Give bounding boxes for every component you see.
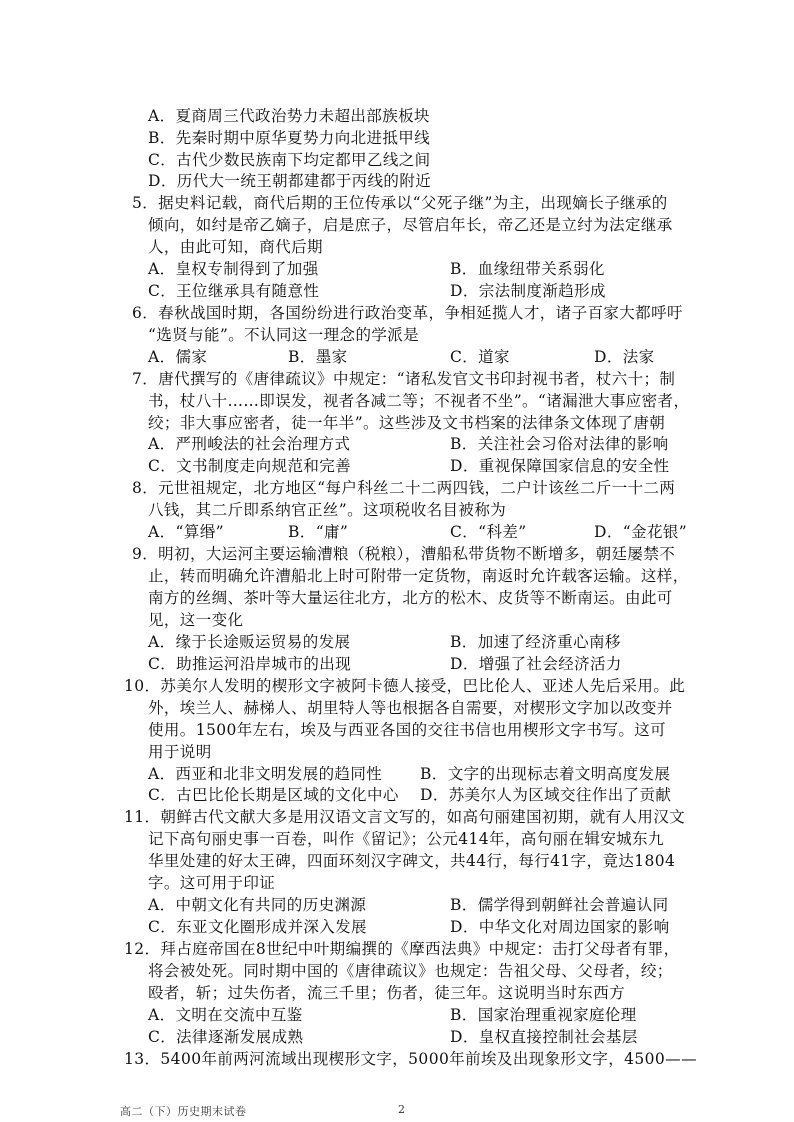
text-line: 13．5400年前两河流域出现楔形文字，5000年前埃及出现象形文字，4500—— — [124, 1050, 697, 1068]
text-line: 10．苏美尔人发明的楔形文字被阿卡德人接受，巴比伦人、亚述人先后采用。此 — [124, 677, 686, 695]
text-line: 8．元世祖规定，北方地区“每户科丝二十二两四钱，二户计该丝二斤一十二两 — [132, 479, 676, 497]
text-line: 止，转而明确允许漕船北上时可附带一定货物，南返时允许载客运输。这样， — [148, 567, 689, 585]
text-line: A．文明在交流中互鉴 — [148, 1006, 303, 1024]
text-line: 华里处建的好太王碑，四面环刻汉字碑文，共44行，每行41字，竟达1804 — [148, 852, 676, 870]
text-line: B．文字的出现标志着文明高度发展 — [420, 765, 671, 783]
text-line: C．古巴比伦长期是区域的文化中心 — [148, 786, 399, 804]
text-line: D．中华文化对周边国家的影响 — [450, 918, 670, 936]
text-line: 见，这一变化 — [148, 611, 244, 629]
text-line: D．历代大一统王朝都建都于丙线的附近 — [148, 172, 432, 190]
text-line: 外，埃兰人、赫梯人、胡里特人等也根据各自需要，对楔形文字加以改变并 — [148, 699, 673, 717]
text-line: B．血缘纽带关系弱化 — [450, 260, 605, 278]
text-line: 使用。1500年左右，埃及与西亚各国的交往书信也用楔形文字书写。这可 — [148, 721, 667, 739]
text-line: B．儒学得到朝鲜社会普遍认同 — [450, 896, 669, 914]
text-line: B．国家治理重视家庭伦理 — [450, 1006, 637, 1024]
text-line: B．先秦时期中原华夏势力向北进抵甲线 — [148, 129, 431, 147]
text-line: A．儒家 — [148, 348, 208, 366]
text-line: 倾向，如纣是帝乙嫡子，启是庶子，尽管启年长，帝乙还是立纣为法定继承 — [148, 216, 673, 234]
text-line: B．“庸” — [288, 523, 349, 541]
text-line: B．墨家 — [288, 348, 348, 366]
text-line: C．“科差” — [450, 523, 527, 541]
text-line: C．东亚文化圈形成并深入发展 — [148, 918, 367, 936]
text-line: C．道家 — [450, 348, 510, 366]
text-line: A．皇权专制得到了加强 — [148, 260, 319, 278]
text-line: A．缘于长途贩运贸易的发展 — [148, 633, 351, 651]
text-line: C．古代少数民族南下均定都甲乙线之间 — [148, 151, 431, 169]
text-line: B．加速了经济重心南移 — [450, 633, 621, 651]
text-line: 将会被处死。同时期中国的《唐律疏议》也规定：告祖父母、父母者，绞； — [148, 962, 673, 980]
text-line: 记下高句丽史事一百卷，叫作《留记》；公元414年，高句丽在辑安城东九 — [148, 830, 664, 848]
text-line: C．法律逐渐发展成熟 — [148, 1028, 304, 1046]
text-line: C．助推运河沿岸城市的出现 — [148, 655, 352, 673]
text-line: 9．明初，大运河主要运输漕粮（税粮），漕船私带货物不断增多，朝廷屡禁不 — [132, 545, 676, 563]
footer-title: 高二（下）历史期末试卷 — [120, 1105, 247, 1118]
text-line: A．“算缗” — [148, 523, 224, 541]
text-line: D．宗法制度渐趋形成 — [450, 282, 606, 300]
text-line: C．王位继承具有随意性 — [148, 282, 320, 300]
text-line: 殴者，斩；过失伤者，流三千里；伤者，徒三年。这说明当时东西方 — [148, 984, 626, 1002]
text-line: D．增强了社会经济活力 — [450, 655, 622, 673]
text-line: 人，由此可知，商代后期 — [148, 238, 323, 256]
text-line: 12．拜占庭帝国在8世纪中叶期编撰的《摩西法典》中规定：击打父母者有罪， — [124, 940, 680, 958]
text-line: A．西亚和北非文明发展的趋同性 — [148, 765, 383, 783]
text-line: A．夏商周三代政治势力未超出部族板块 — [148, 107, 430, 125]
text-line: 5．据史料记载，商代后期的王位传承以“父死子继”为主，出现嫡长子继承的 — [132, 194, 668, 212]
text-line: 字。这可用于印证 — [148, 874, 276, 892]
text-line: 7．唐代撰写的《唐律疏议》中规定：“诸私发官文书印封视书者，杖六十；制 — [132, 370, 676, 388]
text-line: A．中朝文化有共同的历史渊源 — [148, 896, 367, 914]
text-line: C．文书制度走向规范和完善 — [148, 457, 352, 475]
text-line: 南方的丝绸、茶叶等大量运往北方，北方的松木、皮货等不断南运。由此可 — [148, 589, 673, 607]
text-line: D．重视保障国家信息的安全性 — [450, 457, 670, 475]
text-line: 绞；非大事应密者，徒一年半”。这些涉及文书档案的法律条文体现了唐朝 — [148, 414, 666, 432]
text-line: 6．春秋战国时期，各国纷纷进行政治变革，争相延揽人才，诸子百家大都呼吁 — [132, 304, 683, 322]
text-line: D．“金花银” — [594, 523, 688, 541]
text-line: D．皇权直接控制社会基层 — [450, 1028, 638, 1046]
text-line: D．苏美尔人为区域交往作出了贡献 — [420, 786, 672, 804]
text-line: “选贤与能”。不认同这一理念的学派是 — [148, 326, 420, 344]
text-line: 用于说明 — [148, 743, 212, 761]
text-line: A．严刑峻法的社会治理方式 — [148, 435, 351, 453]
text-line: 八钱，其二斤即系纳官正丝”。这项税收名目被称为 — [148, 501, 507, 519]
text-line: 11．朝鲜古代文献大多是用汉语文言文写的，如高句丽建国初期，就有人用汉文 — [124, 808, 686, 826]
text-line: D．法家 — [594, 348, 655, 366]
text-line: 书，杖八十……即误发，视者各减二等；不视者不坐”。“诸漏泄大事应密者， — [148, 392, 690, 410]
page-number: 2 — [398, 1103, 406, 1116]
text-line: B．关注社会习俗对法律的影响 — [450, 435, 669, 453]
